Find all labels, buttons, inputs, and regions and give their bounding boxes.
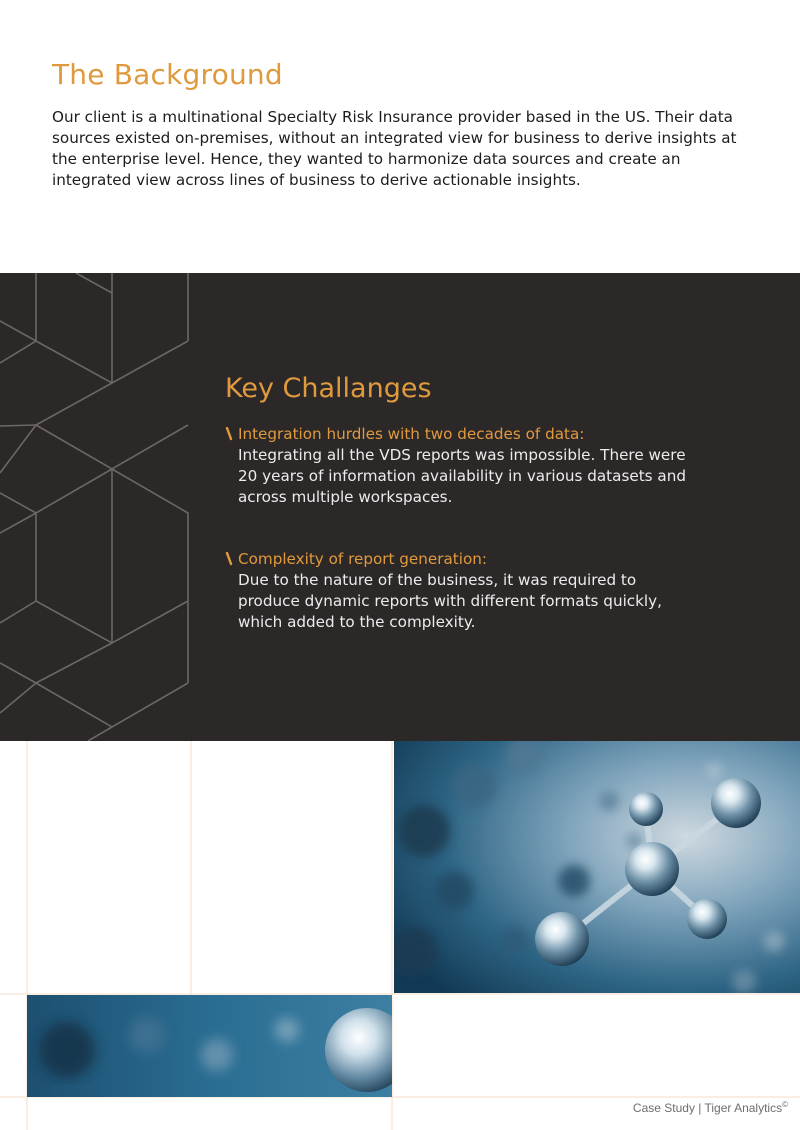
molecule-image xyxy=(394,741,800,993)
footer xyxy=(633,1100,788,1115)
orange-slash-bullet-icon xyxy=(225,552,235,566)
hexagon-line-pattern xyxy=(0,273,200,741)
footer-text: Case Study | Tiger Analytics xyxy=(632,1101,783,1115)
orange-slash-bullet-icon xyxy=(225,427,235,441)
key-challenges-panel xyxy=(0,273,800,741)
challenge-item-integration xyxy=(225,424,695,508)
copyright-mark: © xyxy=(782,1100,788,1109)
challenge-description: Due to the nature of the business, it was required to produce dynamic reports with different formats quickly, which added to the complexity. xyxy=(238,571,662,631)
challenge-heading: Integration hurdles with two decades of data: xyxy=(238,425,585,443)
background-paragraph: Our client is a multinational Specialty Risk Insurance provider based in the US. Their data sources existed on-premises, without an integrated view for business to derive insights at the enterprise level. Hence, they wanted to harmonize data sources and create an integrated view across lines of business to derive actionable insights. xyxy=(52,108,737,189)
key-challenges-title: Key Challanges xyxy=(225,373,432,404)
challenge-heading: Complexity of report generation: xyxy=(238,550,487,568)
background-title: The Background xyxy=(52,58,283,91)
challenge-description: Integrating all the VDS reports was impossible. There were 20 years of information availability in various datasets and across multiple workspaces. xyxy=(238,446,686,506)
molecule-banner-image xyxy=(27,995,392,1097)
challenge-item-report-generation xyxy=(225,549,695,633)
